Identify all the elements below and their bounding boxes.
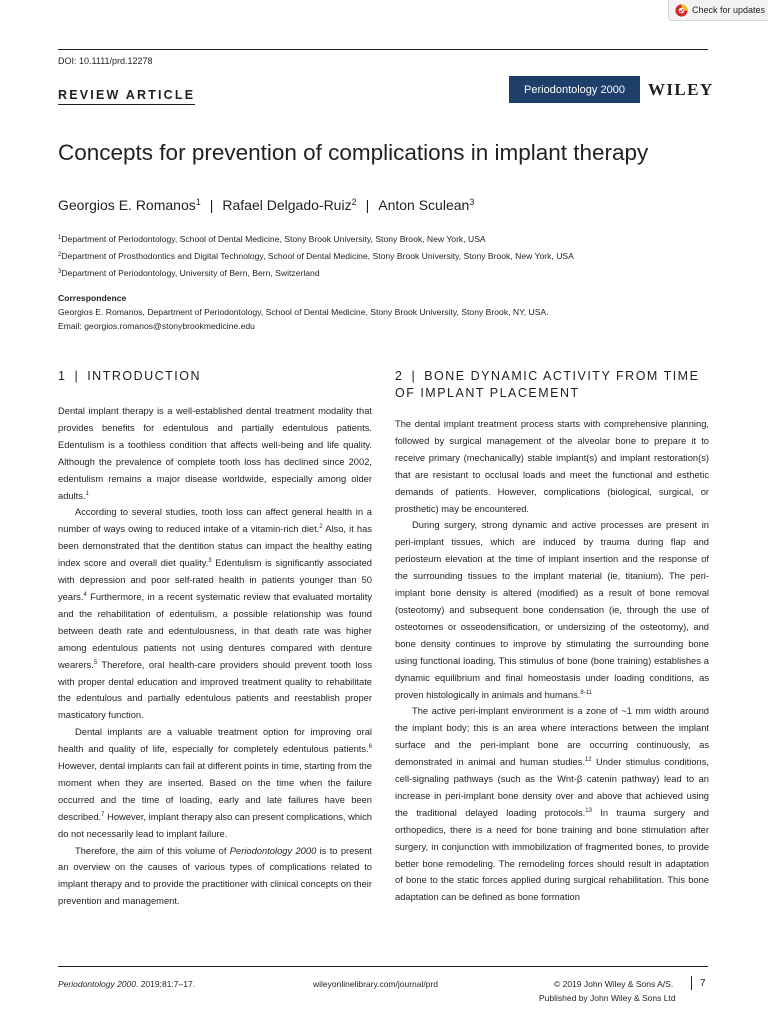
section-title-line: OF IMPLANT PLACEMENT [395, 386, 580, 400]
author-name: Rafael Delgado-Ruiz [222, 197, 352, 213]
body-text: The dental implant treatment process starts with comprehensive planning, followed by surgical management of the alveolar bone to prepare it to receive primary (mechanically) stable implant(s) and implant restoration(s) that are resistant to occlusal loads and meet the functional and esthetic demands of patients. However, complications (biological, surgical, or prosthetic) may be encountered. [395, 419, 709, 514]
article-title: Concepts for prevention of complications in implant therapy [58, 140, 649, 165]
footer-rule [58, 966, 708, 967]
section-1-heading [58, 368, 372, 385]
section-title-line [395, 368, 715, 385]
article-type: REVIEW ARTICLE [58, 87, 195, 105]
body-text: Edentulism is significantly associated with depression and poor self-rated health in patients younger than 50 years. [58, 558, 372, 602]
footer-copyright: © 2019 John Wiley & Sons A/S. [554, 979, 674, 989]
author-affiliation-mark: 1 [195, 197, 201, 207]
citation-journal: Periodontology 2000 [58, 979, 136, 989]
footer-publisher: Published by John Wiley & Sons Ltd [539, 993, 676, 1003]
citation-reference: 13 [585, 807, 592, 814]
body-paragraph [58, 504, 372, 724]
body-paragraph [395, 416, 709, 517]
correspondence-address: Georgios E. Romanos, Department of Periodontology, School of Dental Medicine, Stony Brook University, Stony Brook, NY, USA. [58, 307, 549, 317]
citation-reference: 5 [93, 659, 98, 666]
body-text: Dental implants are a valuable treatment option for improving oral health and quality of life, especially for completely edentulous patients. [58, 727, 372, 755]
body-paragraph [58, 403, 372, 504]
section-separator: | [74, 369, 80, 383]
citation-reference: 8-11 [580, 689, 592, 696]
italic-text: Periodontology 2000 [229, 845, 317, 856]
affiliation-text: Department of Periodontology, School of Dental Medicine, Stony Brook University, Stony Brook, New York, USA [61, 234, 486, 244]
body-text: According to several studies, tooth loss can affect general health in a number of ways owing to reduced intake of a vitamin-rich diet. [58, 507, 372, 535]
citation-reference: 3 [208, 558, 212, 565]
section-2-body [395, 416, 709, 906]
author-separator: | [365, 197, 370, 213]
citation-details: . 2019;81:7–17. [135, 979, 196, 989]
affiliation [58, 234, 486, 244]
body-text: During surgery, strong dynamic and active processes are present in peri-implant tissues, which are induced by trauma during flap and periosteum elevation at the time of implant insertion and the response of the surrounding tissues to the implant material (ie, titanium). The peri-implant bone density is altered (modified) as a result of bone removal (osteotomy) and subsequent bone condensation (ie, through the use of osteotomes or osseodensification, or undersizing of the osteotomy), and bone density continues to improve by stimulating the surrounding bone using functional loading. This stimulus of bone (bone training) establishes a dynamic equilibrium and final homeostasis under loading conditions, as proven histologically in animals and humans. [395, 520, 709, 700]
author-list [58, 197, 474, 213]
author-affiliation-mark: 3 [469, 197, 475, 207]
affiliation-text: Department of Periodontology, University of Bern, Bern, Switzerland [61, 268, 320, 278]
header-rule [58, 49, 708, 50]
footer-url[interactable]: wileyonlinelibrary.com/journal/prd [313, 979, 439, 989]
body-text: Dental implant therapy is a well-established dental treatment modality that provides benefits for edentulous and partially edentulous patients. Edentulism is a toothless condition that affects well-being and life quality. Although the prevalence of complete tooth loss has declined since 2002, edentulism remains a major disease worldwide, especially among older adults. [58, 406, 372, 501]
affiliation [58, 268, 320, 278]
author-affiliation-mark: 2 [351, 197, 357, 207]
footer-citation [58, 979, 195, 989]
affiliation-mark: 2 [58, 252, 62, 258]
section-2-heading [395, 368, 715, 402]
body-paragraph [58, 724, 372, 842]
citation-reference: 4 [83, 591, 87, 598]
affiliation-mark: 1 [58, 235, 62, 241]
citation-reference: 1 [85, 490, 89, 497]
body-paragraph [58, 843, 372, 911]
body-text: Under stimulus conditions, cell-signaling pathways (such as the Wnt-β catenin pathway) lead to an increase in peri-implant bone density over and above that achieved using the traditional delayed loading protocols. [395, 757, 709, 818]
affiliation-text: Department of Prosthodontics and Digital Technology, School of Dental Medicine, Stony Brook University, Stony Brook, New York, USA [61, 251, 574, 261]
check-for-updates-button[interactable] [668, 0, 768, 21]
section-title: BONE DYNAMIC ACTIVITY FROM TIME [424, 369, 700, 383]
author-name: Georgios E. Romanos [58, 197, 196, 213]
body-paragraph [395, 703, 709, 906]
citation-reference: 6 [368, 744, 372, 751]
check-for-updates-label: Check for updates [692, 5, 766, 15]
body-text: However, implant therapy also can present complications, which do not necessarily lead to implant failure. [58, 811, 372, 839]
body-text: is to present an overview on the causes of various types of complications related to implant therapy and to provide the practitioner with clinical concepts on their prevention and management. [58, 845, 372, 907]
author-separator: | [209, 197, 214, 213]
body-text: The active peri-implant environment is a zone of ~1 mm width around the implant body; this is an area where interactions between the implant surface and the peri-implant bone are occurring continuously, as demonstrated in animal and human studies. [395, 706, 709, 768]
correspondence-email[interactable]: Email: georgios.romanos@stonybrookmedicine.edu [58, 321, 255, 331]
journal-badge: Periodontology 2000 [509, 76, 640, 103]
body-text: Also, it has been demonstrated that the dentition status can impact the healthy eating index score and overall diet quality. [58, 524, 372, 569]
affiliation-mark: 3 [58, 269, 62, 275]
section-number: 1 [58, 369, 67, 383]
body-paragraph [395, 517, 709, 703]
citation-reference: 12 [584, 757, 592, 764]
doi: DOI: 10.1111/prd.12278 [58, 56, 153, 66]
section-1-body [58, 403, 372, 910]
body-text: In trauma surgery and orthopedics, there is a need for bone training and bone stimulation after surgery, in conjunction with immobilization of fragmented bones, to provide better bone remodeling. The remodeling forces should result in adaptation of bone to the static forces applied during surgical rehabilitation. This bone adaptation can be defined as bone formation [395, 807, 709, 903]
body-text: Therefore, oral health-care providers should prevent tooth loss with proper dental education and improved treatment quality to rehabilitate the edentulous and partially edentulous patients and reestablish proper masticatory function. [58, 659, 372, 721]
publisher-logo: WILEY [648, 80, 714, 99]
citation-reference: 2 [319, 524, 323, 531]
page-number: 7 [700, 978, 706, 989]
body-text: Furthermore, in a recent systematic review that evaluated mortality and the rehabilitation of edentulism, a possible relationship was found between death rate and edentulousness, in that death rate was higher among edentulous patients not using dentures compared with denture wearers. [58, 591, 372, 670]
body-text: Therefore, the aim of this volume of [75, 845, 230, 856]
section-number: 2 [395, 369, 404, 383]
body-text: However, dental implants can fail at different points in time, starting from the moment when they are inserted. Based on the time when the failure occurred and the time of loading, early and late failures have been described. [58, 761, 372, 822]
correspondence-heading: Correspondence [58, 293, 127, 303]
page-number-divider [691, 976, 692, 990]
crossmark-icon [675, 4, 688, 17]
author-name: Anton Sculean [378, 197, 470, 213]
affiliation [58, 251, 574, 261]
section-title: INTRODUCTION [87, 369, 202, 383]
section-separator: | [411, 369, 417, 383]
citation-reference: 7 [101, 811, 105, 818]
